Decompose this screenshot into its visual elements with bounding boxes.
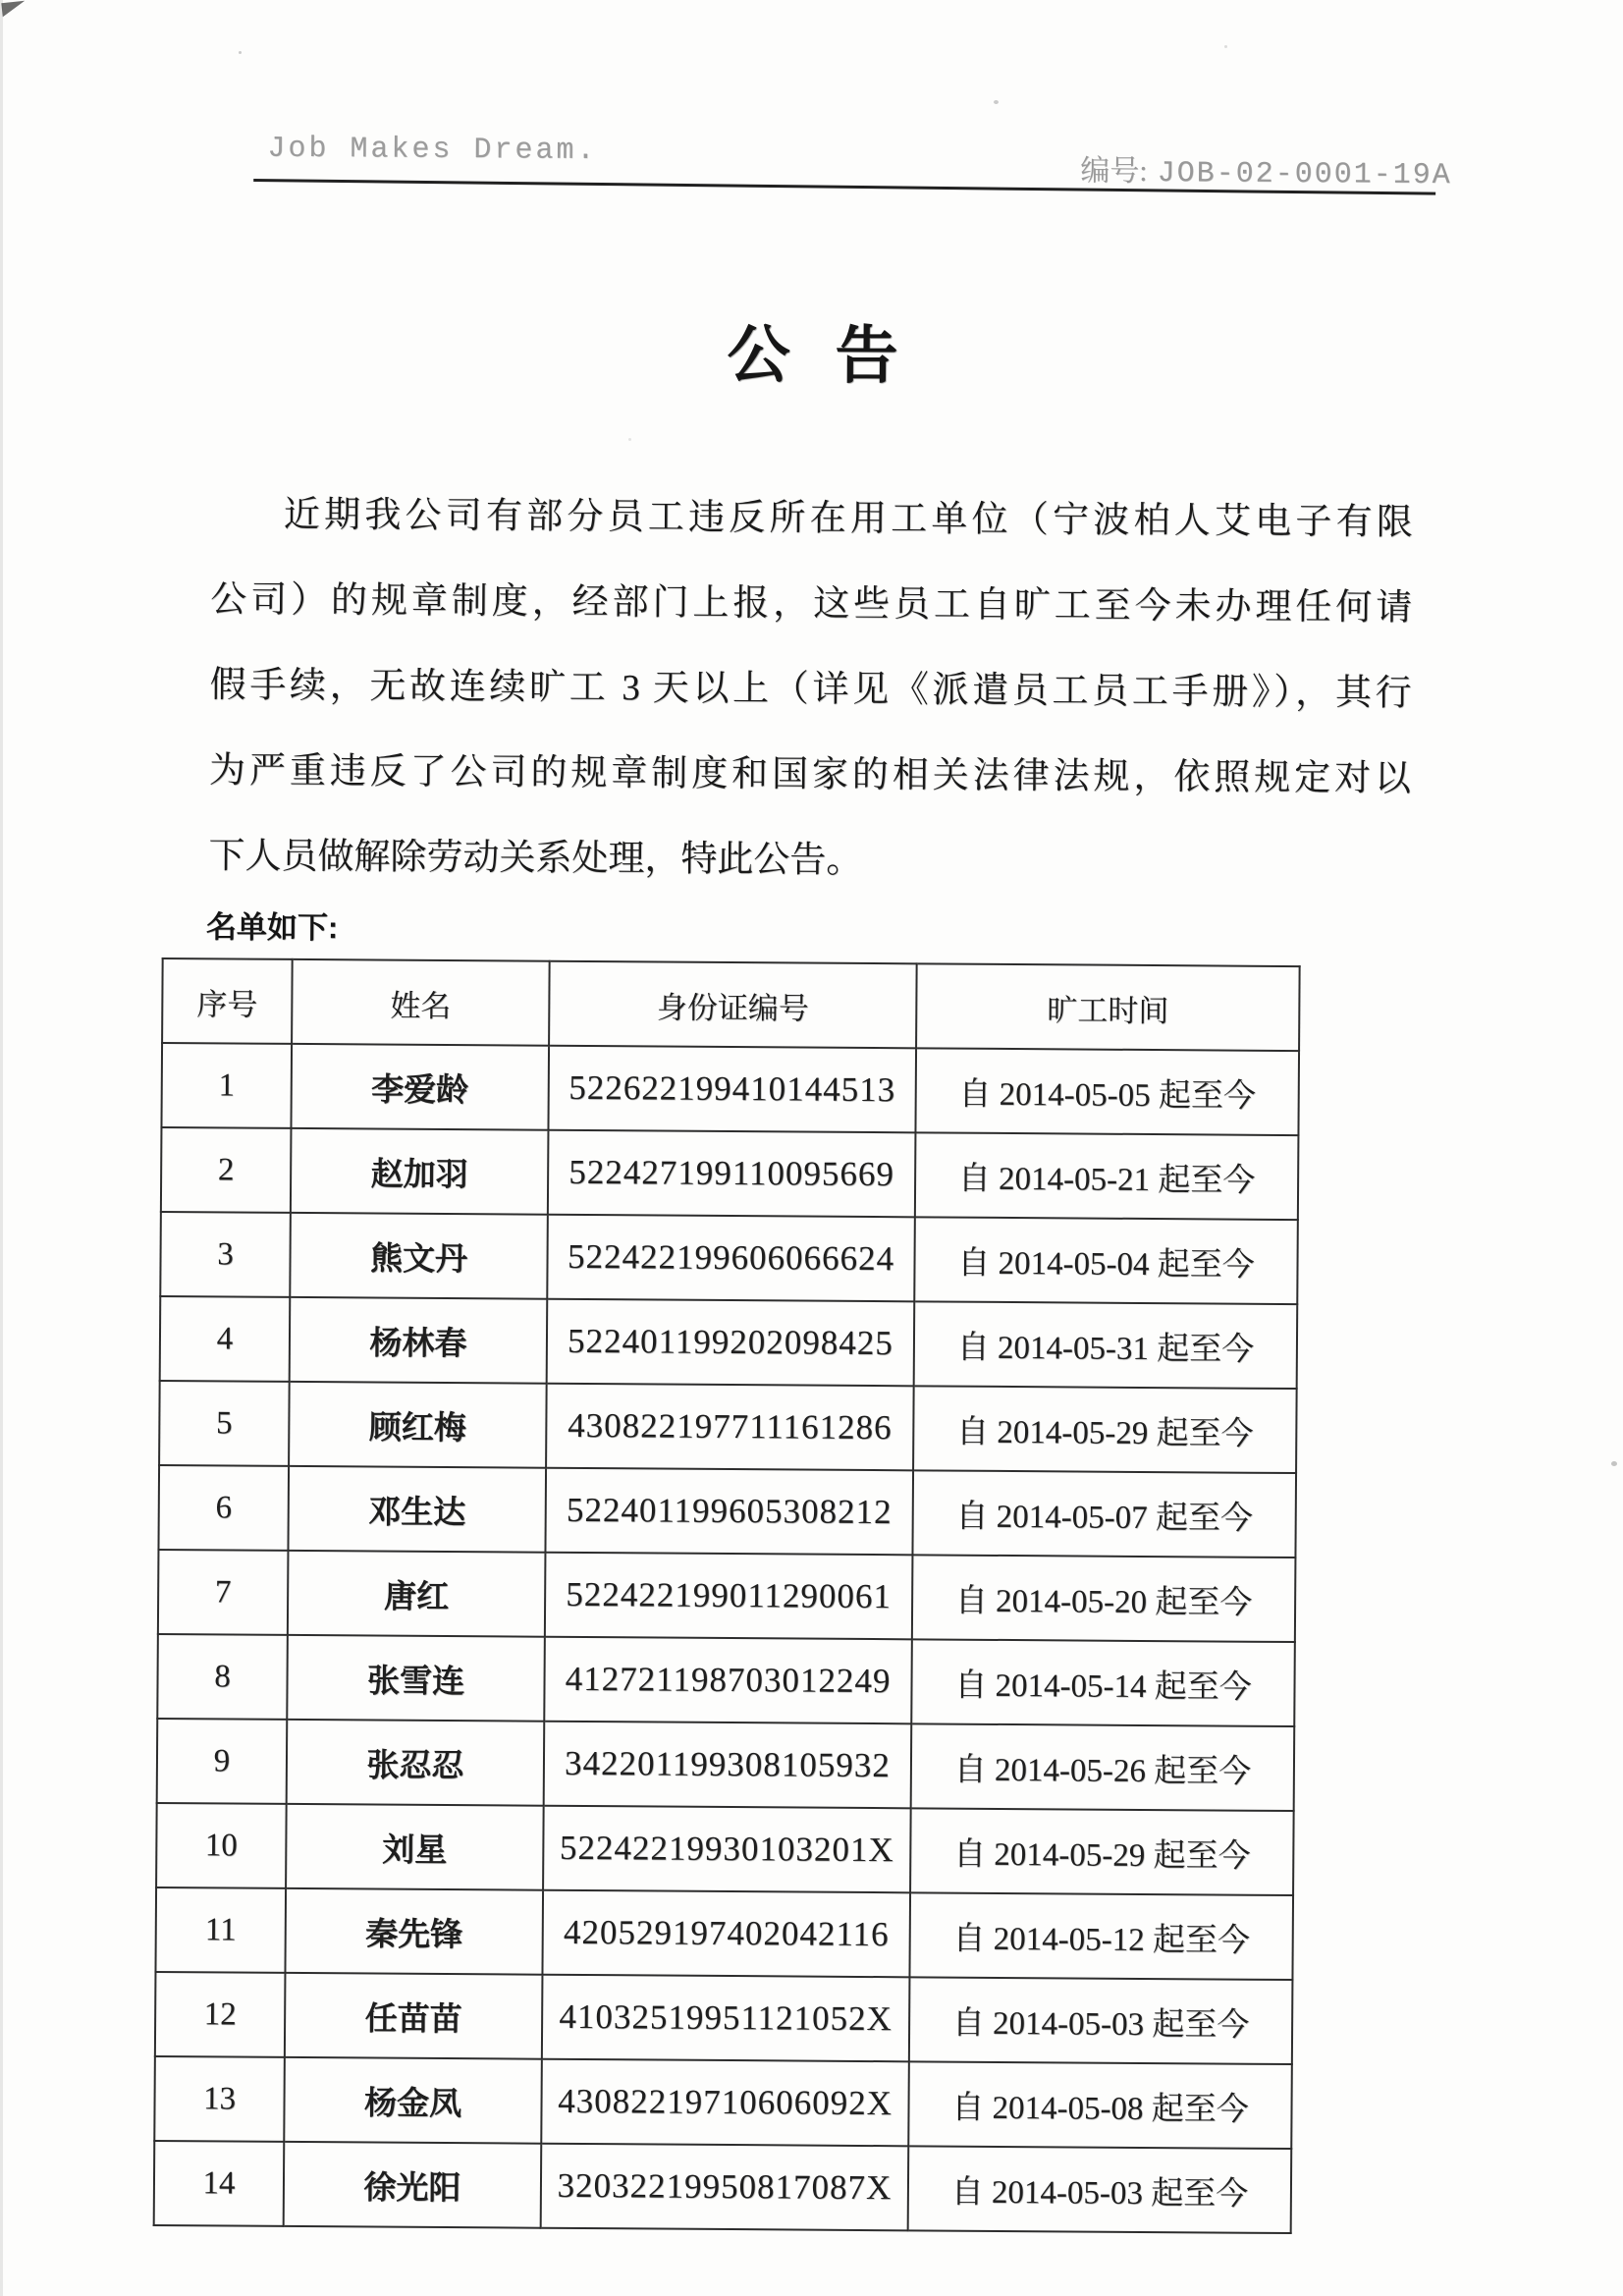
cell-absence-period: 自 2014-05-03 起至今 [909,1977,1293,2064]
doc-number [1080,145,1452,192]
paragraph-line: 为严重违反了公司的规章制度和国家的相关法律法规，依照规定对以 [208,750,1412,799]
cell-index: 4 [160,1296,291,1382]
col-header-id-number: 身份证编号 [549,961,917,1049]
cell-name: 杨金凤 [284,2057,542,2144]
cell-index: 12 [155,1972,286,2057]
paragraph-line: 下人员做解除劳动关系处理，特此公告。 [208,836,863,881]
scan-speckle [239,51,242,54]
cell-index: 14 [154,2141,285,2226]
scan-speckle [1224,45,1227,48]
table-body [154,1043,1299,2233]
paragraph-line: 公司）的规章制度，经部门上报，这些员工自旷工至今未办理任何请 [210,579,1413,629]
table-row [155,1887,1293,1980]
cell-absence-period: 自 2014-05-07 起至今 [912,1470,1296,1558]
cell-index: 6 [158,1465,289,1551]
page-title: 公 告 [727,319,898,392]
cell-id-number: 43082219710606092X [541,2059,909,2147]
table-row [161,1043,1299,1135]
cell-index: 1 [161,1043,292,1128]
doc-number-label: 编号: [1080,154,1148,188]
list-intro-label: 名单如下: [205,909,339,946]
scan-edge-shadow [0,0,3,2296]
dismissal-roster-table [153,957,1301,2234]
cell-index: 7 [158,1550,289,1635]
cell-id-number: 522401199605308212 [545,1468,913,1556]
cell-id-number: 522622199410144513 [548,1046,916,1133]
cell-absence-period: 自 2014-05-20 起至今 [912,1555,1296,1642]
scan-corner-mark [1,1,26,17]
cell-id-number: 41032519951121052X [542,1975,910,2062]
table-row [159,1381,1297,1473]
table-header-row [162,958,1300,1051]
cell-index: 13 [154,2056,285,2142]
col-header-name: 姓名 [292,959,550,1046]
cell-name: 李爱龄 [291,1044,549,1130]
cell-id-number: 522427199110095669 [548,1130,916,1218]
table-row [158,1465,1296,1558]
cell-id-number: 522401199202098425 [547,1299,915,1387]
table-row [157,1719,1295,1811]
cell-absence-period: 自 2014-05-29 起至今 [913,1386,1297,1473]
cell-name: 刘星 [286,1804,544,1890]
cell-absence-period: 自 2014-05-08 起至今 [908,2061,1292,2149]
table-row [156,1803,1294,1895]
cell-name: 徐光阳 [284,2142,542,2228]
cell-id-number: 430822197711161286 [546,1384,914,1471]
doc-number-value: JOB-02-0001-19A [1157,157,1452,193]
cell-index: 5 [159,1381,290,1466]
cell-absence-period: 自 2014-05-29 起至今 [910,1808,1294,1895]
scan-speckle [994,100,999,104]
cell-absence-period: 自 2014-05-26 起至今 [911,1723,1295,1811]
cell-absence-period: 自 2014-05-05 起至今 [915,1048,1299,1135]
cell-name: 秦先锋 [285,1888,543,1975]
cell-absence-period: 自 2014-05-14 起至今 [911,1639,1295,1726]
table-row [154,2056,1292,2149]
cell-id-number: 32032219950817087X [541,2144,909,2231]
cell-id-number: 342201199308105932 [544,1722,912,1809]
table-row [160,1212,1298,1304]
col-header-absence-period: 旷工时间 [916,963,1300,1051]
cell-index: 8 [157,1634,288,1720]
cell-name: 任苗苗 [285,1973,543,2059]
cell-name: 唐红 [288,1551,546,1637]
table-row [154,2141,1292,2233]
cell-name: 张雪连 [287,1635,545,1722]
cell-absence-period: 自 2014-05-31 起至今 [914,1301,1298,1389]
cell-index: 9 [157,1719,288,1804]
cell-id-number: 420529197402042116 [542,1890,910,1978]
cell-index: 11 [155,1887,286,1973]
cell-absence-period: 自 2014-05-03 起至今 [908,2146,1292,2233]
scan-speckle [628,438,631,441]
cell-id-number: 412721198703012249 [544,1637,912,1724]
cell-name: 顾红梅 [289,1382,547,1468]
table-row [161,1127,1299,1220]
cell-id-number: 522422199011290061 [545,1553,913,1640]
cell-absence-period: 自 2014-05-21 起至今 [915,1132,1299,1220]
paragraph-line: 假手续，无故连续旷工 3 天以上（详见《派遣员工员工手册》），其行 [209,665,1412,714]
cell-name: 熊文丹 [290,1213,548,1299]
col-header-index: 序号 [162,958,293,1044]
cell-absence-period: 自 2014-05-04 起至今 [914,1217,1298,1304]
scan-speckle [1611,1461,1617,1466]
cell-name: 邓生达 [288,1466,546,1553]
table-row [158,1550,1296,1642]
table-row [155,1972,1293,2064]
cell-name: 赵加羽 [291,1128,549,1215]
cell-name: 张忍忍 [287,1720,545,1806]
cell-index: 3 [160,1212,291,1297]
cell-index: 10 [156,1803,287,1888]
cell-absence-period: 自 2014-05-12 起至今 [909,1892,1293,1980]
cell-id-number: 52242219930103201X [543,1806,911,1893]
table-row [160,1296,1298,1389]
cell-id-number: 522422199606066624 [547,1215,915,1302]
cell-name: 杨林春 [290,1297,548,1384]
notice-paragraph [208,471,1413,907]
paragraph-line: 近期我公司有部分员工违反所在用工单位（宁波柏人艾电子有限 [283,494,1413,543]
letterhead-slogan: Job Makes Dream. [267,132,598,169]
cell-index: 2 [161,1127,292,1213]
table-row [157,1634,1295,1726]
